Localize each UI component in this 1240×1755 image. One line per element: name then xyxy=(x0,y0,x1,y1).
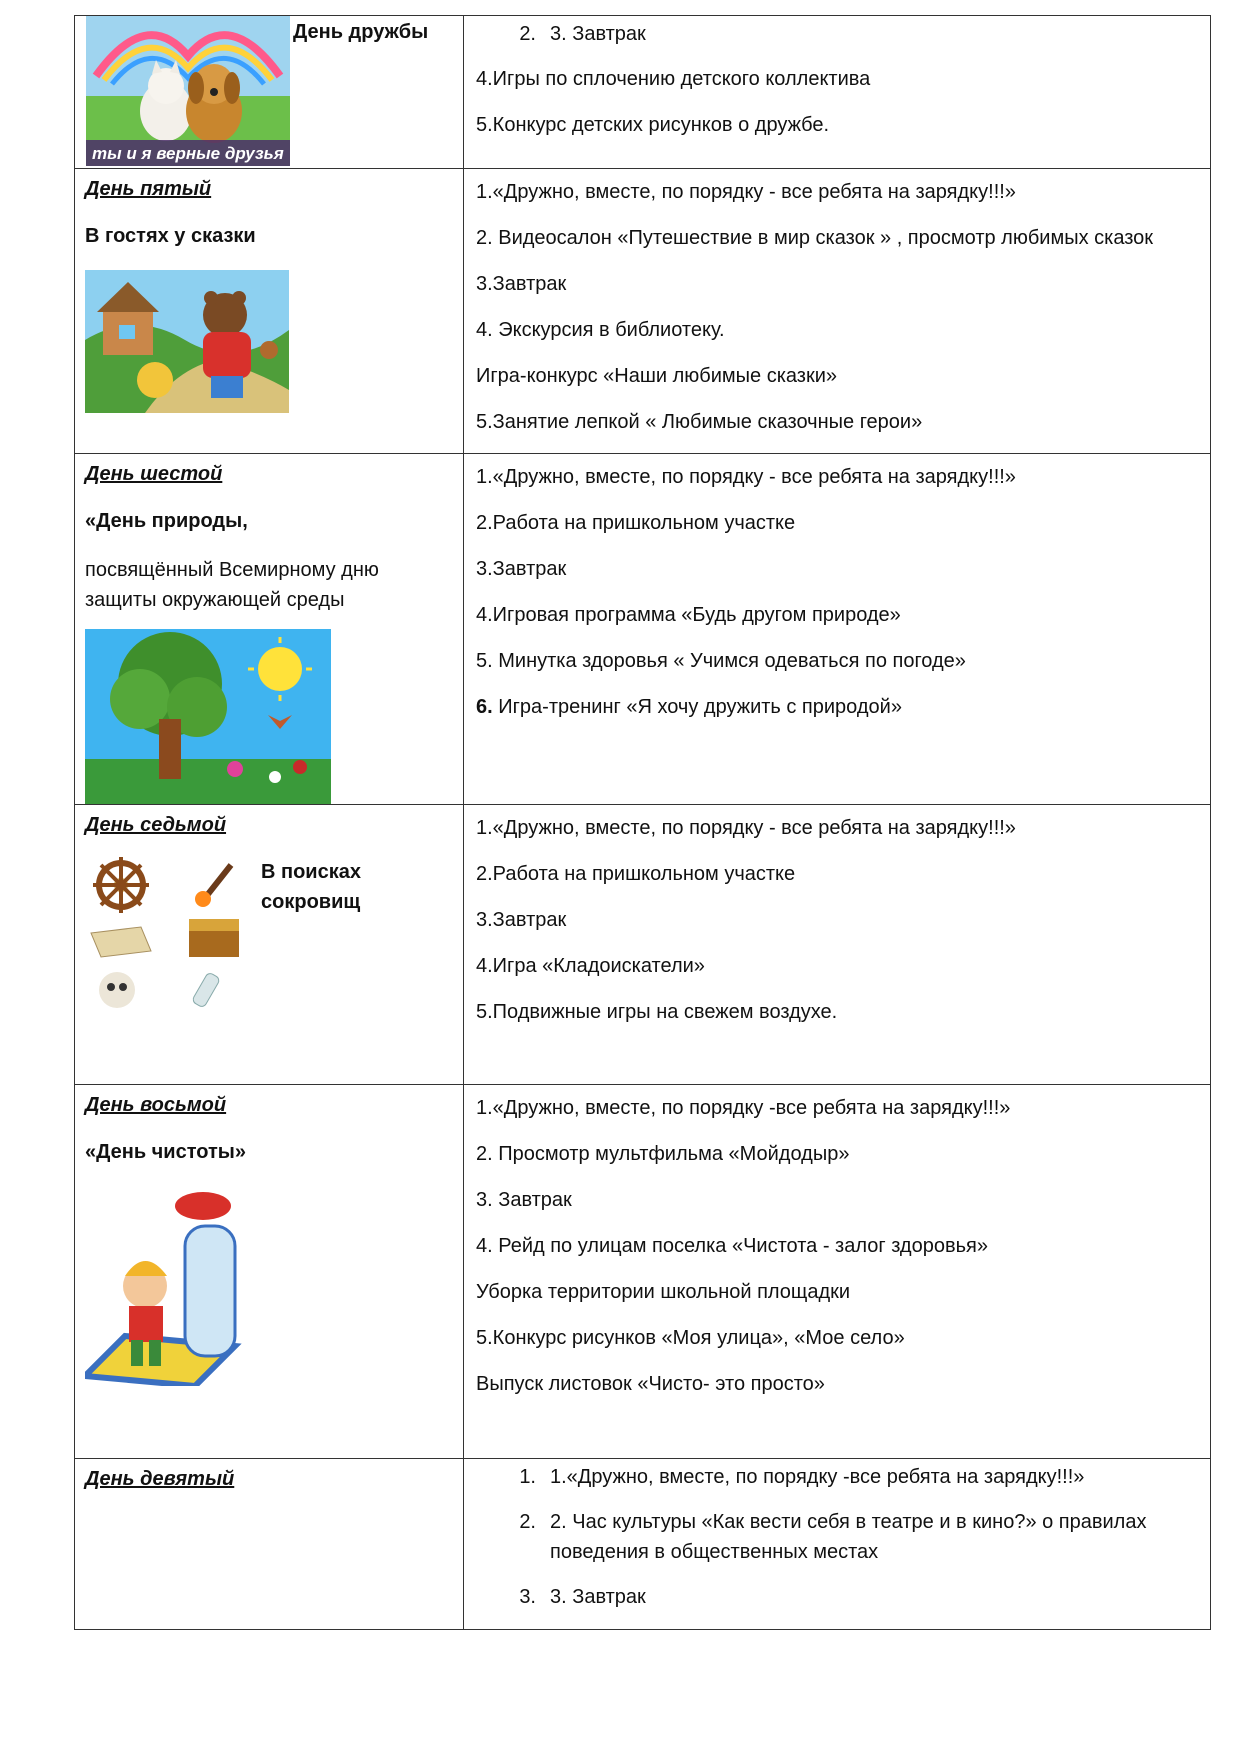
fairy-tale-image xyxy=(85,270,289,413)
table-row xyxy=(75,1085,1211,1459)
left-cell xyxy=(75,454,464,805)
day-title: «День природы, xyxy=(85,510,248,532)
left-cell xyxy=(75,169,464,454)
day-subtitle: посвящённый Всемирному дню защиты окружающей среды xyxy=(85,559,379,611)
ship-wheel-icon xyxy=(93,857,149,913)
list-item: 1. 1.«Дружно, вместе, по порядку -все ребята на зарядку!!!» xyxy=(519,1466,1085,1488)
treasure-icons xyxy=(81,855,251,1025)
list-item: 4.Игра «Кладоискатели» xyxy=(476,955,705,977)
list-item: 2. Просмотр мультфильма «Мойдодыр» xyxy=(476,1143,850,1165)
right-cell xyxy=(464,169,1211,454)
day-title: День дружбы xyxy=(293,21,429,43)
list-item: 4. Рейд по улицам поселка «Чистота - залог здоровья» xyxy=(476,1235,988,1257)
list-item: Игра-конкурс «Наши любимые сказки» xyxy=(476,365,838,387)
table-row xyxy=(75,169,1211,454)
friendship-image xyxy=(86,16,290,166)
torch-icon xyxy=(195,865,231,907)
right-cell xyxy=(464,1085,1211,1459)
day-heading: День пятый xyxy=(85,178,212,200)
left-cell xyxy=(75,1085,464,1459)
chest-icon xyxy=(189,919,239,957)
skull-icon xyxy=(99,972,135,1008)
list-item: 4. Экскурсия в библиотеку. xyxy=(476,319,725,341)
list-item: 4.Игровая программа «Будь другом природе» xyxy=(476,604,901,626)
map-icon xyxy=(91,927,151,957)
svg-text:ты и я верные друзья: ты и я верные друзья xyxy=(92,144,284,163)
list-item: 3.Завтрак xyxy=(476,273,567,295)
list-item: 1.«Дружно, вместе, по порядку - все ребята на зарядку!!!» xyxy=(476,181,1016,203)
list-item: Уборка территории школьной площадки xyxy=(476,1281,851,1303)
right-cell xyxy=(464,1459,1211,1630)
moidodyr-image xyxy=(85,1186,265,1386)
day-title: В гостях у сказки xyxy=(85,225,256,247)
list-item: 4.Игры по сплочению детского коллектива xyxy=(476,68,871,90)
schedule-table xyxy=(74,15,1211,1630)
day-heading: День седьмой xyxy=(85,814,227,836)
list-item: 5.Конкурс детских рисунков о дружбе. xyxy=(476,114,830,136)
list-item: 5.Подвижные игры на свежем воздухе. xyxy=(476,1001,838,1023)
list-item: 5.Занятие лепкой « Любимые сказочные герои» xyxy=(476,411,923,433)
list-item: 1.«Дружно, вместе, по порядку - все ребята на зарядку!!!» xyxy=(476,466,1016,488)
right-cell xyxy=(464,805,1211,1085)
table-row xyxy=(75,16,1211,169)
list-item: 5.Конкурс рисунков «Моя улица», «Мое село» xyxy=(476,1327,905,1349)
list-item: 3.Завтрак xyxy=(476,909,567,931)
day-heading: День шестой xyxy=(85,463,223,485)
list-item: 2.Работа на пришкольном участке xyxy=(476,863,796,885)
table-row xyxy=(75,454,1211,805)
list-item: 2.Работа на пришкольном участке xyxy=(476,512,796,534)
left-cell xyxy=(75,805,464,1085)
left-cell xyxy=(75,16,464,169)
list-item: 6. Игра-тренинг «Я хочу дружить с природой» xyxy=(476,696,902,718)
right-cell xyxy=(464,16,1211,169)
nature-image xyxy=(85,629,331,804)
list-item: Выпуск листовок «Чисто- это просто» xyxy=(476,1373,825,1395)
list-item: 3.Завтрак xyxy=(476,558,567,580)
right-cell xyxy=(464,454,1211,805)
list-item: 1.«Дружно, вместе, по порядку -все ребята на зарядку!!!» xyxy=(476,1097,1011,1119)
list-item: 2. 2. Час культуры «Как вести себя в театре и в кино?» о правилах поведения в общественных местах xyxy=(519,1511,1147,1563)
bottle-icon xyxy=(191,972,220,1008)
table-row xyxy=(75,1459,1211,1630)
left-cell xyxy=(75,1459,464,1630)
day-heading: День восьмой xyxy=(85,1094,227,1116)
list-item: 3. Завтрак xyxy=(476,1189,572,1211)
table-row xyxy=(75,805,1211,1085)
list-item: 5. Минутка здоровья « Учимся одеваться по погоде» xyxy=(476,650,966,672)
list-item: 2. 3. Завтрак xyxy=(519,23,646,45)
day-title: «День чистоты» xyxy=(85,1141,246,1163)
list-item: 1.«Дружно, вместе, по порядку - все ребята на зарядку!!!» xyxy=(476,817,1016,839)
day-title: В поисках сокровищ xyxy=(261,861,361,913)
list-item: 2. Видеосалон «Путешествие в мир сказок » , просмотр любимых сказок xyxy=(476,227,1154,249)
day-heading: День девятый xyxy=(85,1468,235,1490)
list-item: 3. 3. Завтрак xyxy=(519,1586,646,1608)
